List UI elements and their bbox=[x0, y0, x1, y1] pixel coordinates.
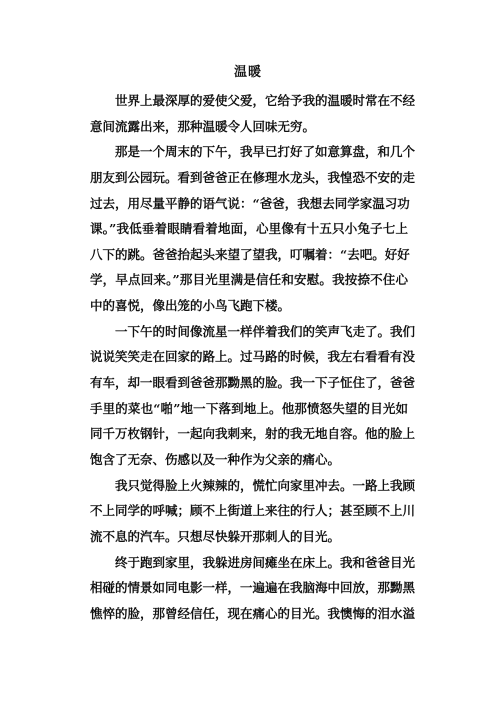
paragraph bbox=[90, 550, 416, 627]
text-line: 相碰的情景如同电影一样，一遍遍在我脑海中回放，那黝黑 bbox=[90, 580, 416, 596]
paragraph bbox=[90, 139, 416, 318]
document-body bbox=[90, 88, 416, 626]
text-line: 流不息的汽车。只想尽快躲开那刺人的目光。 bbox=[90, 528, 341, 544]
text-line: 课。”我低垂着眼睛看着地面，心里像有十五只小兔子七上 bbox=[90, 221, 408, 237]
text-line: 手里的菜也“啪”地一下落到地上。他那愤怒失望的目光如 bbox=[90, 400, 408, 416]
text-line: 朋友到公园玩。看到爸爸正在修理水龙头，我惶恐不安的走 bbox=[90, 169, 416, 185]
text-line: 憔悴的脸，那曾经信任，现在痛心的目光。我懊悔的泪水溢 bbox=[90, 605, 416, 621]
text-line: 饱含了无奈、伤感以及一种作为父亲的痛心。 bbox=[90, 451, 341, 467]
paragraph bbox=[90, 88, 416, 139]
text-line: 说说笑笑走在回家的路上。过马路的时候，我左右看看有没 bbox=[90, 349, 416, 365]
text-line: 八下的跳。爸爸抬起头来望了望我，叮嘱着：“去吧。好好 bbox=[90, 246, 410, 262]
paragraph bbox=[90, 473, 416, 550]
text-line: 不上同学的呼喊；顾不上街道上来往的行人；甚至顾不上川 bbox=[90, 503, 416, 519]
text-line: 一下午的时间像流星一样伴着我们的笑声飞走了。我们 bbox=[115, 323, 416, 339]
paragraph bbox=[90, 319, 416, 473]
text-line: 终于跑到家里，我躲进房间瘫坐在床上。我和爸爸目光 bbox=[115, 554, 416, 570]
text-line: 那是一个周末的下午，我早已打好了如意算盘，和几个 bbox=[115, 144, 416, 160]
text-line: 学，早点回来。”那目光里满是信任和安慰。我按捺不住心 bbox=[90, 272, 408, 288]
text-line: 同千万枚钢针，一起向我刺来，射的我无地自容。他的脸上 bbox=[90, 426, 416, 442]
text-line: 意间流露出来，那种温暖令人回味无穷。 bbox=[90, 118, 316, 134]
text-line: 世界上最深厚的爱使父爱，它给予我的温暖时常在不经 bbox=[115, 93, 416, 108]
document-title: 温暖 bbox=[233, 65, 262, 80]
text-line: 中的喜悦，像出笼的小鸟飞跑下楼。 bbox=[90, 298, 291, 314]
text-line: 我只觉得脸上火辣辣的，慌忙向家里冲去。一路上我顾 bbox=[115, 477, 416, 493]
text-line: 过去，用尽量平静的语气说：“爸爸，我想去同学家温习功 bbox=[90, 195, 410, 211]
text-line: 有车，却一眼看到爸爸那黝黑的脸。我一下子怔住了，爸爸 bbox=[90, 375, 416, 391]
